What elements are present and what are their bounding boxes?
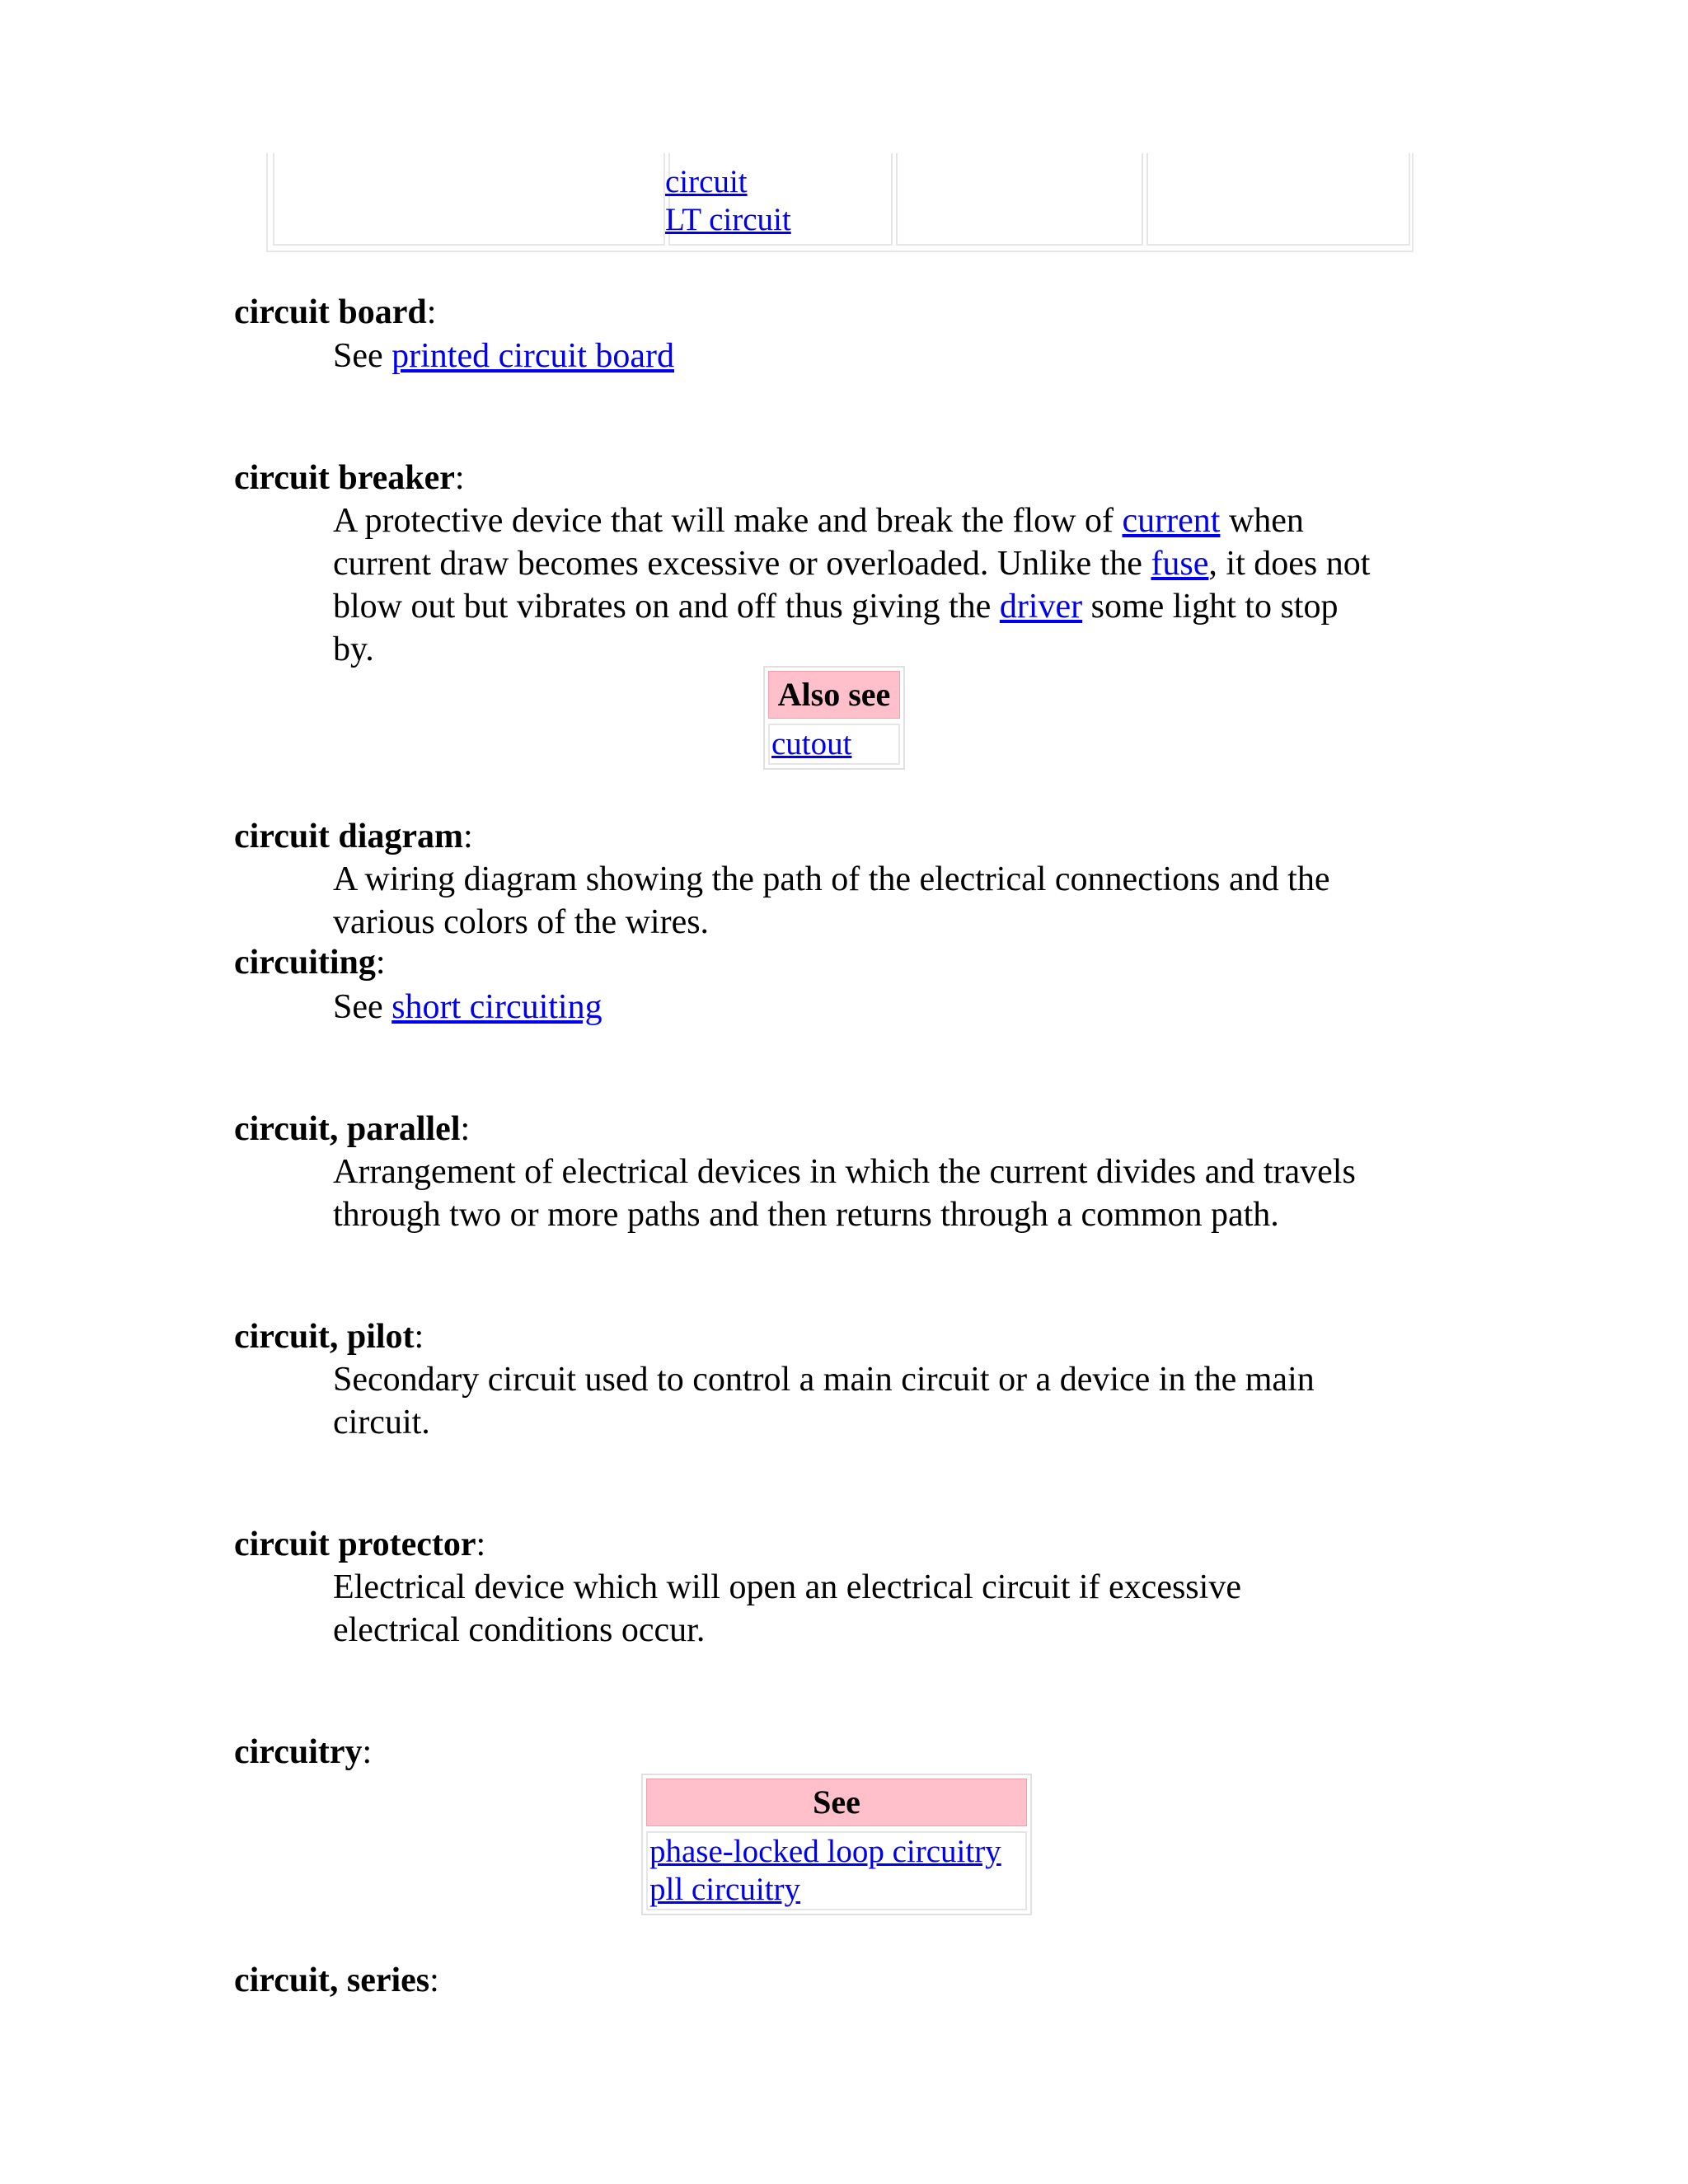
definition-circuit-pilot [333, 1358, 1470, 1444]
definition-text: by. [333, 630, 374, 668]
related-terms-table [266, 153, 1414, 252]
term-circuit-parallel [234, 1108, 470, 1150]
term-label: circuit, series [234, 1961, 430, 1999]
definition-text: Electrical device which will open an electrical circuit if excessive [333, 1568, 1241, 1606]
term-colon: : [460, 1110, 471, 1148]
also-see-table [763, 666, 905, 770]
definition-text: blow out but vibrates on and off thus giving the [333, 588, 1000, 626]
see-prefix: See [333, 988, 392, 1026]
term-colon: : [362, 1733, 373, 1771]
definition-circuit-parallel [333, 1151, 1470, 1236]
definition-text: through two or more paths and then returns through a common path. [333, 1196, 1279, 1234]
link-driver[interactable]: driver [999, 588, 1083, 626]
term-colon: : [463, 818, 473, 855]
term-label: circuit protector [234, 1526, 476, 1563]
term-colon: : [414, 1318, 424, 1356]
link-circuit[interactable]: circuit [665, 164, 748, 199]
link-lt-circuit[interactable]: LT circuit [665, 202, 791, 237]
see-body [646, 1831, 1027, 1910]
term-label: circuit diagram [234, 818, 464, 855]
link-pll-circuitry[interactable]: pll circuitry [649, 1872, 801, 1907]
definition-circuit-board [333, 335, 1470, 377]
definition-text: A protective device that will make and break the flow of [333, 502, 1123, 540]
term-circuitry [234, 1732, 372, 1773]
definition-circuiting [333, 986, 1470, 1029]
term-colon: : [429, 1961, 439, 1999]
term-colon: : [476, 1526, 486, 1563]
definition-circuit-breaker [333, 499, 1470, 671]
definition-text: when [1220, 502, 1304, 540]
term-label: circuitry [234, 1733, 363, 1771]
table-cell [273, 153, 665, 246]
term-colon: : [426, 293, 437, 331]
link-phase-locked-loop-circuitry[interactable]: phase-locked loop circuitry [649, 1834, 1001, 1869]
term-circuit-diagram [234, 816, 473, 857]
term-colon: : [454, 459, 465, 497]
definition-text: Arrangement of electrical devices in which the current divides and travels [333, 1153, 1356, 1191]
link-printed-circuit-board[interactable]: printed circuit board [392, 337, 675, 375]
term-label: circuit, pilot [234, 1318, 415, 1356]
link-short-circuiting[interactable]: short circuiting [392, 988, 603, 1026]
definition-circuit-diagram [333, 858, 1470, 944]
term-colon: : [375, 944, 386, 982]
link-fuse[interactable]: fuse [1151, 545, 1209, 583]
definition-text: A wiring diagram showing the path of the electrical connections and the [333, 860, 1330, 898]
term-circuit-series [234, 1960, 439, 2001]
also-see-header: Also see [768, 671, 900, 719]
term-label: circuit, parallel [234, 1110, 461, 1148]
table-cell [1146, 153, 1410, 246]
definition-text: Secondary circuit used to control a main circuit or a device in the main [333, 1361, 1315, 1399]
link-cutout[interactable]: cutout [771, 726, 852, 762]
see-table [641, 1774, 1032, 1915]
definition-text: various colors of the wires. [333, 903, 710, 941]
see-prefix: See [333, 337, 392, 375]
term-circuiting [234, 942, 386, 983]
term-circuit-pilot [234, 1316, 424, 1357]
term-circuit-breaker [234, 457, 465, 499]
also-see-body [768, 724, 900, 765]
term-circuit-protector [234, 1524, 485, 1565]
see-header: See [646, 1779, 1027, 1826]
link-current[interactable]: current [1122, 502, 1221, 540]
term-label: circuit board [234, 293, 427, 331]
definition-text: , it does not [1208, 545, 1371, 583]
term-label: circuiting [234, 944, 376, 982]
definition-text: electrical conditions occur. [333, 1611, 706, 1649]
term-label: circuit breaker [234, 459, 455, 497]
definition-circuit-protector [333, 1566, 1470, 1652]
term-circuit-board [234, 292, 436, 333]
table-cell [896, 153, 1143, 246]
definition-text: current draw becomes excessive or overloaded. Unlike the [333, 545, 1151, 583]
definition-text: circuit. [333, 1404, 430, 1441]
definition-text: some light to stop [1082, 588, 1339, 626]
